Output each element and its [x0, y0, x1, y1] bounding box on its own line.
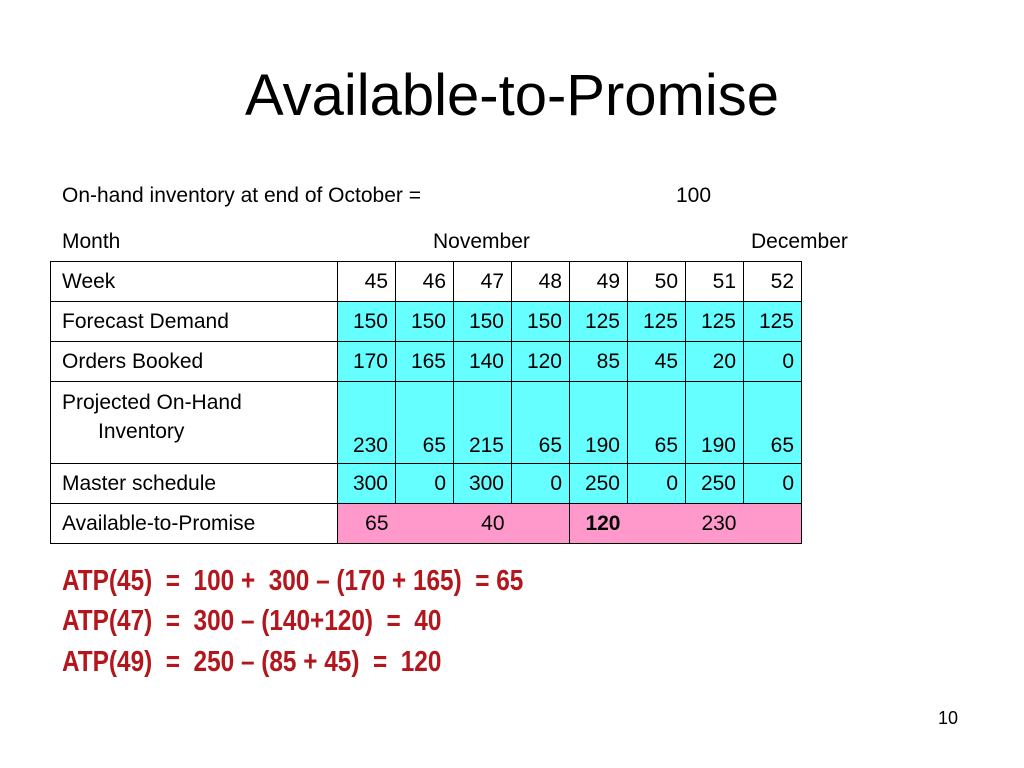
table-cell: 0 [744, 464, 802, 504]
row-label: Forecast Demand [51, 302, 338, 342]
table-cell: 0 [628, 464, 686, 504]
row-label-line1: Projected On-Hand [62, 391, 242, 414]
table-cell: 120 [512, 342, 570, 382]
table-cell: 125 [570, 302, 628, 342]
table-cell: 65 [512, 382, 570, 464]
table-row-projected-on-hand [51, 382, 802, 464]
atp-cell: 230 [686, 504, 744, 544]
row-label [51, 382, 338, 464]
table-cell: 85 [570, 342, 628, 382]
row-label: Master schedule [51, 464, 338, 504]
onhand-inventory-value: 100 [676, 184, 712, 207]
atp-cell [628, 504, 686, 544]
atp-formula-49: ATP(49) = 250 – (85 + 45) = 120 [62, 646, 442, 678]
month-label: Month [62, 230, 121, 253]
table-cell: 65 [396, 382, 454, 464]
slide-title: Available-to-Promise [244, 63, 780, 128]
atp-cell: 65 [338, 504, 396, 544]
table-cell: 190 [686, 382, 744, 464]
row-label-line2: Inventory [98, 420, 185, 443]
month-december: December [751, 230, 848, 253]
table-cell: 250 [686, 464, 744, 504]
table-cell: 65 [628, 382, 686, 464]
row-label: Week [51, 262, 338, 302]
table-cell: 125 [686, 302, 744, 342]
week-cell: 45 [338, 262, 396, 302]
table-cell: 190 [570, 382, 628, 464]
table-cell: 65 [744, 382, 802, 464]
table-cell: 300 [338, 464, 396, 504]
table-cell: 125 [628, 302, 686, 342]
atp-cell: 120 [570, 504, 628, 544]
table-cell: 125 [744, 302, 802, 342]
table-cell: 0 [512, 464, 570, 504]
week-cell: 47 [454, 262, 512, 302]
atp-cell [512, 504, 570, 544]
week-cell: 48 [512, 262, 570, 302]
table-cell: 0 [396, 464, 454, 504]
atp-table [50, 261, 802, 544]
atp-cell [744, 504, 802, 544]
table-row-master-schedule [51, 464, 802, 504]
week-cell: 51 [686, 262, 744, 302]
table-cell: 150 [338, 302, 396, 342]
table-cell: 150 [396, 302, 454, 342]
row-label: Available-to-Promise [51, 504, 338, 544]
atp-formula-45: ATP(45) = 100 + 300 – (170 + 165) = 65 [62, 565, 524, 597]
week-cell: 50 [628, 262, 686, 302]
table-cell: 140 [454, 342, 512, 382]
table-row-week [51, 262, 802, 302]
month-november: November [433, 230, 530, 253]
week-cell: 49 [570, 262, 628, 302]
table-row-orders-booked [51, 342, 802, 382]
table-row-forecast-demand [51, 302, 802, 342]
table-cell: 165 [396, 342, 454, 382]
table-cell: 215 [454, 382, 512, 464]
page-number: 10 [938, 708, 959, 728]
table-cell: 230 [338, 382, 396, 464]
row-label: Orders Booked [51, 342, 338, 382]
table-cell: 0 [744, 342, 802, 382]
week-cell: 46 [396, 262, 454, 302]
table-cell: 45 [628, 342, 686, 382]
table-cell: 250 [570, 464, 628, 504]
onhand-inventory-label: On-hand inventory at end of October = [62, 184, 421, 207]
atp-cell [396, 504, 454, 544]
atp-cell: 40 [454, 504, 512, 544]
table-cell: 150 [512, 302, 570, 342]
week-cell: 52 [744, 262, 802, 302]
table-cell: 20 [686, 342, 744, 382]
table-cell: 150 [454, 302, 512, 342]
table-row-available-to-promise [51, 504, 802, 544]
table-cell: 300 [454, 464, 512, 504]
table-cell: 170 [338, 342, 396, 382]
atp-formula-47: ATP(47) = 300 – (140+120) = 40 [62, 605, 442, 637]
